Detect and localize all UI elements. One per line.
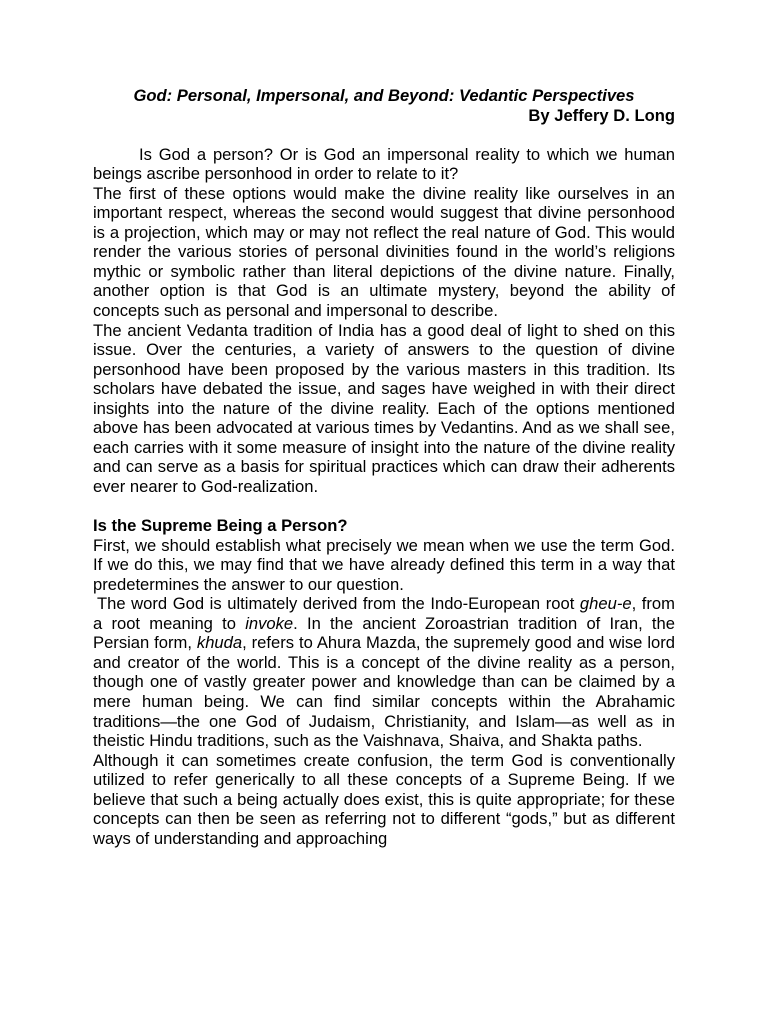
body-paragraph: The ancient Vedanta tradition of India has a good deal of light to shed on this issue. Over the centuries, a variety of answers to the question of divine personhood have been proposed by the various masters in this tradition. Its scholars have debated the issue, and sages have weighed in with their direct insights into the nature of the divine reality. Each of the options mentioned above has been advocated at various times by Vedantins. And as we shall see, each carries with it some measure of insight into the nature of the divine reality and can serve as a basis for spiritual practices which can draw their adherents ever nearer to God-realization. bbox=[93, 320, 675, 496]
paragraph-text: . In the ancient Zoroastrian tradition of Iran, the Persian form, bbox=[93, 613, 675, 653]
paragraph-text: , from a root meaning to bbox=[93, 594, 675, 633]
document-page bbox=[93, 86, 675, 848]
body-paragraph bbox=[93, 594, 675, 750]
paragraph-text: , refers to Ahura Mazda, the supremely good and wise lord and creator of the world. This is a concept of the divine reality as a person, though one of vastly greater power and knowledge than can be claimed by a mere human being. We can find similar concepts within the Abrahamic traditions—the one God of Judaism, Christianity, and Islam—as well as in theistic Hindu traditions, such as the Vaishnava, Shaiva, and Shakta paths. bbox=[93, 633, 675, 751]
section-heading: Is the Supreme Being a Person? bbox=[93, 516, 348, 536]
italic-term: invoke bbox=[245, 613, 294, 633]
italic-term: gheu-e bbox=[579, 594, 632, 614]
document-title: God: Personal, Impersonal, and Beyond: Vedantic Perspectives bbox=[133, 86, 635, 105]
body-paragraph: Although it can sometimes create confusion, the term God is conventionally utilized to refer generically to all these concepts of a Supreme Being. If we believe that such a being actually does exist, this is quite appropriate; for these concepts can then be seen as referring not to different “gods,” but as different ways of understanding and approaching bbox=[93, 750, 675, 848]
italic-term: khuda bbox=[196, 633, 243, 653]
body-paragraph: First, we should establish what precisely we mean when we use the term God. If we do this, we may find that we have already defined this term in a way that predetermines the answer to our question. bbox=[93, 535, 675, 594]
intro-paragraph: Is God a person? Or is God an impersonal reality to which we human beings ascribe personhood in order to relate to it? bbox=[93, 144, 675, 184]
paragraph-text: The word God is ultimately derived from the Indo-European root bbox=[97, 594, 580, 614]
body-paragraph: The first of these options would make the divine reality like ourselves in an important respect, whereas the second would suggest that divine personhood is a projection, which may or may not reflect the real nature of God. This would render the various stories of personal divinities found in the world’s religions mythic or symbolic rather than literal depictions of the divine nature. Finally, another option is that God is an ultimate mystery, beyond the ability of concepts such as personal and impersonal to describe. bbox=[93, 183, 675, 321]
document-author: By Jeffery D. Long bbox=[528, 105, 675, 125]
